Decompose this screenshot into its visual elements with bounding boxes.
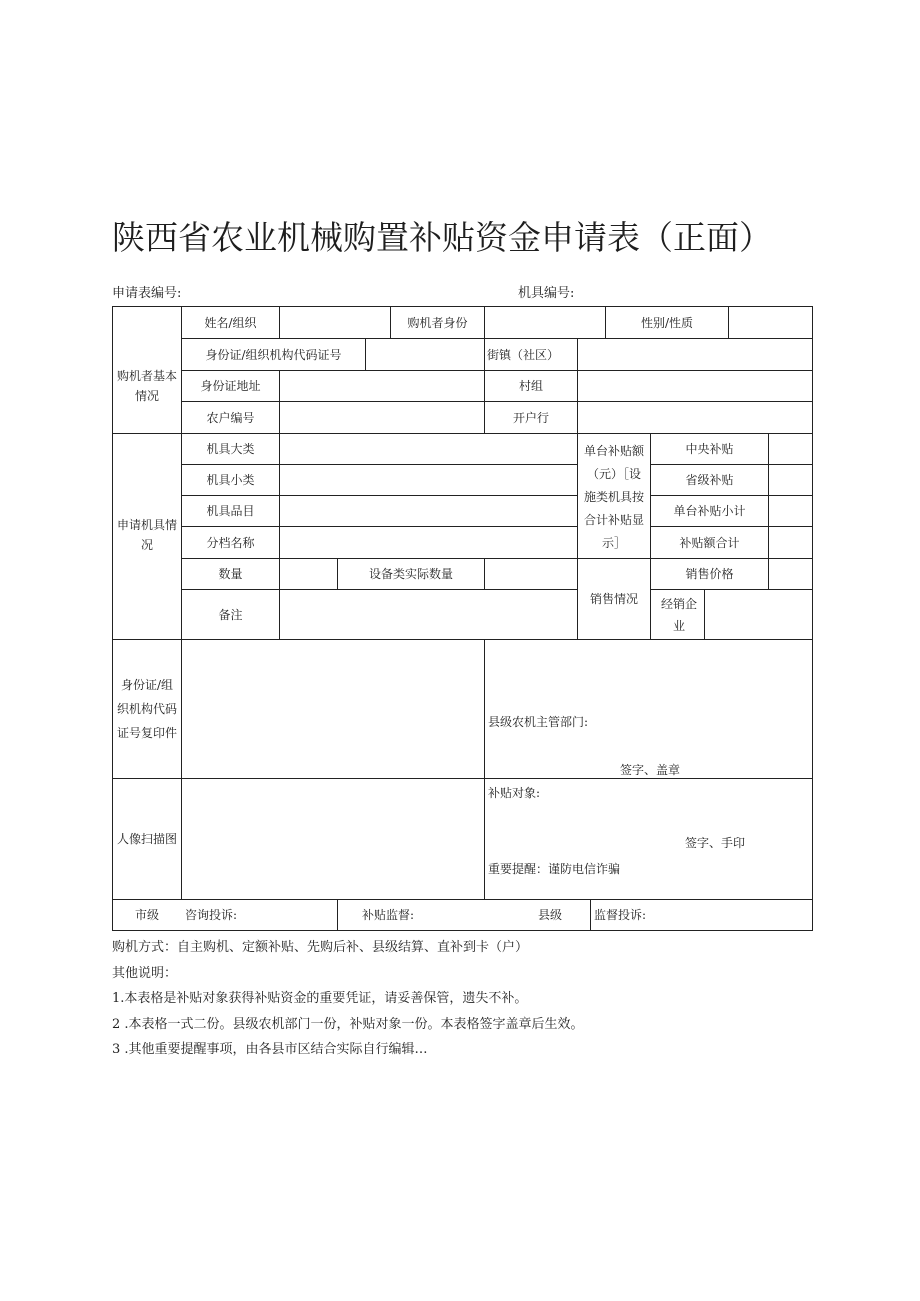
supervision-label: 补贴监督: — [361, 908, 415, 922]
machine-subcategory-label: 机具小类 — [206, 473, 255, 487]
name-field[interactable] — [280, 307, 390, 338]
unit-subsidy-label: 单台补贴额（元）［设施类机具按合计补贴显示］ — [583, 444, 644, 550]
name-label: 姓名/组织 — [204, 315, 257, 330]
farmer-number-label: 农户编号 — [206, 410, 255, 425]
central-subsidy-label: 中央补贴 — [685, 442, 734, 456]
street-label: 街镇（社区） — [487, 347, 560, 362]
fraud-warning: 重要提醒：谨防电信诈骗 — [488, 862, 621, 876]
provincial-subsidy-label: 省级补贴 — [685, 473, 734, 487]
county-dept-label: 县级农机主管部门: — [488, 715, 589, 729]
id-copy-label: 身份证/组织机构代码证号复印件 — [116, 678, 177, 740]
machine-subcategory-field[interactable] — [280, 465, 577, 495]
dealer-label: 经销企业 — [660, 596, 697, 633]
quantity-field[interactable] — [280, 559, 337, 589]
farmer-number-field[interactable] — [280, 402, 484, 433]
machine-category-label: 机具大类 — [206, 442, 255, 456]
purchase-method: 购机方式：自主购机、定额补贴、先购后补、县级结算、直补到卡（户） — [112, 940, 529, 955]
machine-section-label: 申请机具情况 — [116, 518, 177, 552]
village-field[interactable] — [578, 371, 812, 401]
consult-label: 咨询投诉: — [185, 908, 238, 922]
unit-subtotal-field[interactable] — [769, 496, 812, 526]
sale-price-label: 销售价格 — [685, 567, 734, 581]
grade-name-field[interactable] — [280, 527, 577, 558]
machine-item-field[interactable] — [280, 496, 577, 526]
portrait-label: 人像扫描图 — [116, 832, 177, 846]
county-level-label: 县级 — [537, 908, 562, 922]
address-label: 身份证地址 — [200, 379, 261, 393]
provincial-subsidy-field[interactable] — [769, 465, 812, 495]
remark-field[interactable] — [280, 590, 577, 639]
portrait-area[interactable] — [182, 779, 484, 899]
subsidy-total-label: 补贴额合计 — [679, 535, 740, 550]
quantity-label: 数量 — [218, 567, 243, 581]
actual-quantity-label: 设备类实际数量 — [368, 567, 453, 581]
remark-label: 备注 — [218, 607, 243, 622]
central-subsidy-field[interactable] — [769, 434, 812, 464]
sale-price-field[interactable] — [769, 559, 812, 589]
dealer-field[interactable] — [705, 590, 812, 639]
actual-quantity-field[interactable] — [485, 559, 577, 589]
city-level-label: 市级 — [134, 908, 159, 922]
buyer-section-label: 购机者基本情况 — [116, 369, 177, 403]
address-field[interactable] — [280, 371, 484, 401]
sales-label: 销售情况 — [589, 592, 638, 606]
other-notes-heading: 其他说明： — [112, 966, 178, 981]
buyer-identity-field[interactable] — [485, 307, 605, 338]
id-copy-area[interactable] — [182, 640, 484, 778]
note-3: 3 .其他重要提醒事项，由各县市区结合实际自行编辑… — [112, 1042, 428, 1057]
grade-name-label: 分档名称 — [206, 535, 255, 550]
form-title: 陕西省农业机械购置补贴资金申请表（正面） — [112, 218, 772, 257]
machine-number-label: 机具编号: — [518, 286, 575, 301]
id-number-field[interactable] — [366, 339, 484, 370]
street-field[interactable] — [578, 339, 812, 370]
buyer-identity-label: 购机者身份 — [407, 315, 468, 330]
machine-category-field[interactable] — [280, 434, 577, 464]
application-number-label: 申请表编号: — [112, 286, 182, 301]
supervision-complaint-label: 监督投诉: — [594, 908, 647, 922]
note-1: 1.本表格是补贴对象获得补贴资金的重要凭证，请妥善保管，遗失不补。 — [112, 991, 528, 1006]
bank-label: 开户行 — [512, 410, 549, 425]
machine-item-label: 机具品目 — [206, 504, 255, 518]
village-label: 村组 — [518, 379, 543, 393]
id-number-label: 身份证/组织机构代码证号 — [205, 347, 342, 362]
unit-subtotal-label: 单台补贴小计 — [673, 504, 746, 518]
bank-field[interactable] — [578, 402, 812, 433]
gender-field[interactable] — [729, 307, 812, 338]
subsidy-target-label: 补贴对象: — [488, 786, 541, 800]
subsidy-total-field[interactable] — [769, 527, 812, 558]
note-2: 2 .本表格一式二份。县级农机部门一份，补贴对象一份。本表格签字盖章后生效。 — [112, 1017, 584, 1032]
county-sign-label: 签字、盖章 — [619, 763, 680, 777]
gender-label: 性别/性质 — [640, 315, 694, 330]
target-sign-label: 签字、手印 — [684, 836, 745, 850]
